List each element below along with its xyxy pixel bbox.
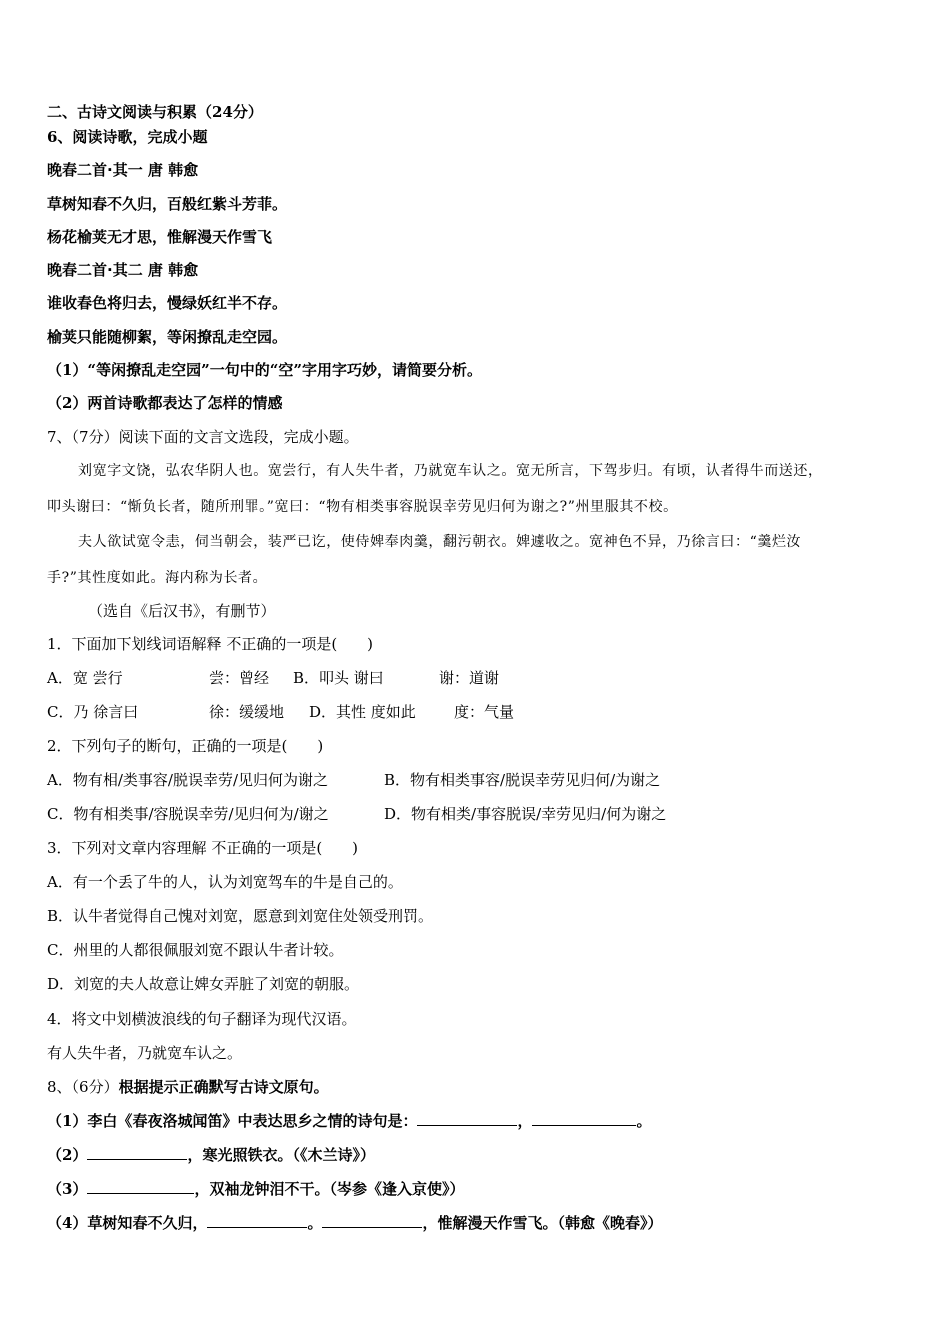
q8-sub4-text: ，惟解漫天作雪飞。（韩愈《晚春》） bbox=[422, 1214, 663, 1232]
item1-option-c: C．乃 徐言曰 bbox=[47, 703, 139, 721]
item2-option-a: A．物有相/类事容/脱误幸劳/见归何为谢之 bbox=[47, 771, 328, 789]
item3-stem: 3．下列对文章内容理解 不正确的一项是( ) bbox=[47, 839, 359, 857]
poem2-line1: 谁收春色将归去，慢绿妖红半不存。 bbox=[47, 294, 288, 312]
q6-sub2: （2）两首诗歌都表达了怎样的情感 bbox=[47, 394, 283, 412]
item1-option-d-gloss: 度：气量 bbox=[454, 703, 515, 721]
q6-title: 6、阅读诗歌，完成小题 bbox=[47, 128, 208, 146]
q8-sub4-blank2[interactable] bbox=[322, 1213, 422, 1228]
q8-sub2 bbox=[47, 1145, 375, 1165]
item1-option-b-gloss: 谢：道谢 bbox=[439, 669, 500, 687]
poem2-line2: 榆荚只能随柳絮，等闲撩乱走空园。 bbox=[47, 328, 288, 346]
item4-sentence: 有人失牛者，乃就宽车认之。 bbox=[47, 1044, 243, 1062]
item1-option-d: D．其性 度如此 bbox=[309, 703, 416, 721]
q6-sub1: （1）“等闲撩乱走空园”一句中的“空”字用字巧妙，请简要分析。 bbox=[47, 361, 482, 379]
q8-sub3-blank[interactable] bbox=[87, 1179, 194, 1194]
poem1-line2: 杨花榆荚无才思，惟解漫天作雪飞 bbox=[47, 228, 273, 246]
passage-source: （选自《后汉书》，有删节） bbox=[88, 602, 276, 620]
q8-sub2-text: ，寒光照铁衣。（《木兰诗》） bbox=[187, 1146, 375, 1164]
poem1-line1: 草树知春不久归，百般红紫斗芳菲。 bbox=[47, 195, 288, 213]
item1-option-c-gloss: 徐：缓缓地 bbox=[209, 703, 285, 721]
q8-sub1-blank1[interactable] bbox=[417, 1111, 517, 1126]
q8-sub4 bbox=[47, 1213, 662, 1233]
item3-option-c: C．州里的人都很佩服刘宽不跟认牛者计较。 bbox=[47, 941, 344, 959]
q8-sub3-prompt: （3） bbox=[47, 1180, 88, 1198]
q8-sub4-blank1[interactable] bbox=[207, 1213, 307, 1228]
poem2-heading: 晚春二首·其二 唐 韩愈 bbox=[47, 261, 199, 279]
passage-para1-line1: 刘宽字文饶，弘农华阴人也。宽尝行，有人失牛者，乃就宽车认之。宽无所言，下驾步归。有顷，认者得牛而送还， bbox=[78, 463, 823, 479]
item1-option-a: A．宽 尝行 bbox=[47, 669, 123, 687]
item3-option-b: B．认牛者觉得自己愧对刘宽，愿意到刘宽住处领受刑罚。 bbox=[47, 907, 434, 925]
item2-option-b: B．物有相类事容/脱误幸劳见归何/为谢之 bbox=[384, 771, 661, 789]
item2-stem: 2．下列句子的断句，正确的一项是( ) bbox=[47, 737, 324, 755]
item4-stem: 4．将文中划横波浪线的句子翻译为现代汉语。 bbox=[47, 1010, 357, 1028]
poem1-heading: 晚春二首·其一 唐 韩愈 bbox=[47, 161, 199, 179]
item3-option-d: D．刘宽的夫人故意让婢女弄脏了刘宽的朝服。 bbox=[47, 975, 360, 993]
q8-sub1-blank2[interactable] bbox=[532, 1111, 636, 1126]
item1-options-cd bbox=[47, 702, 514, 722]
q8-sub4-mid: 。 bbox=[307, 1214, 323, 1232]
q8-sub1 bbox=[47, 1111, 651, 1131]
item1-stem: 1．下面加下划线词语解释 不正确的一项是( ) bbox=[47, 635, 374, 653]
item3-option-a: A．有一个丢了牛的人，认为刘宽驾车的牛是自己的。 bbox=[47, 873, 403, 891]
item1-options-ab bbox=[47, 668, 499, 688]
q8-title-text: 根据提示正确默写古诗文原句。 bbox=[118, 1078, 329, 1096]
item2-option-d: D．物有相类/事容脱误/幸劳见归/何为谢之 bbox=[384, 805, 667, 823]
item1-option-b: B．叩头 谢曰 bbox=[293, 669, 384, 687]
q8-sub1-prompt: （1）李白《春夜洛城闻笛》中表达思乡之情的诗句是： bbox=[47, 1112, 418, 1130]
passage-para2-line1: 夫人欲试宽令恚，伺当朝会，装严已讫，使侍婢奉肉羹，翻污朝衣。婢遽收之。宽神色不异，乃徐言曰：“羹烂汝 bbox=[78, 534, 802, 550]
q7-title: 7、（7分）阅读下面的文言文选段，完成小题。 bbox=[47, 428, 359, 446]
item2-options-ab bbox=[47, 770, 660, 790]
q8-sub2-blank[interactable] bbox=[87, 1145, 187, 1160]
q8-sub3-text: ，双袖龙钟泪不干。（岑参《逢入京使》） bbox=[194, 1180, 465, 1198]
item2-options-cd bbox=[47, 804, 666, 824]
item2-option-c: C．物有相类事/容脱误幸劳/见归何为/谢之 bbox=[47, 805, 329, 823]
item1-option-a-gloss: 尝：曾经 bbox=[209, 669, 270, 687]
section-title: 二、古诗文阅读与积累（24分） bbox=[47, 103, 263, 121]
passage-para2-line2: 手?”其性度如此。海内称为长者。 bbox=[47, 570, 268, 586]
q8-title bbox=[47, 1077, 329, 1097]
passage-para1-line2: 叩头谢曰：“惭负长者，随所刑罪。”宽曰：“物有相类事容脱误幸劳见归何为谢之?”州里服其不校。 bbox=[47, 499, 678, 515]
q8-sub2-prompt: （2） bbox=[47, 1146, 88, 1164]
q8-sub1-separator: ， bbox=[517, 1112, 533, 1130]
q8-title-number: 8、（6分） bbox=[47, 1078, 119, 1096]
q8-sub4-prompt: （4）草树知春不久归， bbox=[47, 1214, 208, 1232]
q8-sub3 bbox=[47, 1179, 464, 1199]
q8-sub1-end: 。 bbox=[636, 1112, 652, 1130]
